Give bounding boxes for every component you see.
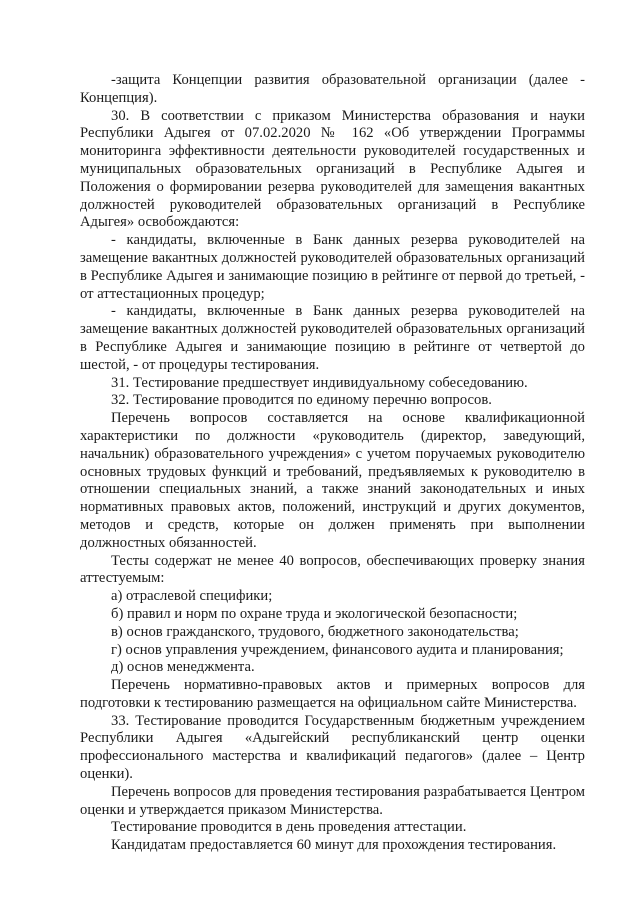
paragraph-questions-developed: Перечень вопросов для проведения тестирования разрабатывается Центром оценки и утверждается приказом Министерства. (80, 783, 585, 818)
list-item-d: д) основ менеджмента. (111, 659, 255, 676)
paragraph-testing-day: Тестирование проводится в день проведения аттестации. (111, 819, 467, 836)
list-item-b: б) правил и норм по охране труда и экологической безопасности; (111, 605, 518, 622)
paragraph-item-31: 31. Тестирование предшествует индивидуальному собеседованию. (111, 374, 528, 391)
paragraph-tests-contain: Тесты содержат не менее 40 вопросов, обеспечивающих проверку знания аттестуемым: (80, 552, 585, 587)
paragraph-concept-defense: -защита Концепции развития образовательной организации (далее - Концепция). (80, 72, 585, 106)
list-item-g: г) основ управления учреждением, финансового аудита и планирования; (111, 641, 564, 658)
list-item-v: в) основ гражданского, трудового, бюджетного законодательства; (111, 623, 519, 640)
paragraph-exempt-4to6: - кандидаты, включенные в Банк данных резерва руководителей на замещение вакантных должностей руководителей образовательных организаций в Республике Адыгея и занимающие позицию в рейтинге от четвертой до шестой, - от процедуры тестирования. (80, 303, 585, 373)
paragraph-testing-time: Кандидатам предоставляется 60 минут для прохождения тестирования. (111, 837, 557, 854)
paragraph-exempt-top3: - кандидаты, включенные в Банк данных резерва руководителей на замещение вакантных должностей руководителей образовательных организаций в Республике Адыгея и занимающие позицию в рейтинге от первой до третьей, - от аттестационных процедур; (80, 232, 585, 302)
paragraph-item-33: 33. Тестирование проводится Государственным бюджетным учреждением Республики Адыгея «Адыгейский республиканский центр оценки профессионального мастерства и квалификаций педагогов» (далее – Центр оценки). (80, 712, 585, 783)
paragraph-item-30: 30. В соответствии с приказом Министерства образования и науки Республики Адыгея от 07.02.2020 № 162 «Об утверждении Программы мониторинга эффективности деятельности руководителей государственных и муниципальных образовательных организаций в Республике Адыгея и Положения о формировании резерва руководителей для замещения вакантных должностей руководителей образовательных организаций в Республике Адыгея» освобождаются: (80, 107, 585, 231)
paragraph-question-list: Перечень вопросов составляется на основе квалификационной характеристики по должности «руководитель (директор, заведующий, начальник) образовательного учреждения» с учетом поручаемых руководителю основных трудовых функций и требований, предъявляемых к руководителю в отношении специальных знаний, а также знаний законодательных и иных нормативных правовых актов, положений, инструкций и других документов, методов и средств, которые он должен применять при выполнении должностных обязанностей. (80, 410, 585, 551)
paragraph-normative-acts: Перечень нормативно-правовых актов и примерных вопросов для подготовки к тестированию размещается на официальном сайте Министерства. (80, 677, 585, 711)
paragraph-item-32: 32. Тестирование проводится по единому перечню вопросов. (111, 392, 492, 409)
list-item-a: а) отраслевой специфики; (111, 588, 273, 605)
